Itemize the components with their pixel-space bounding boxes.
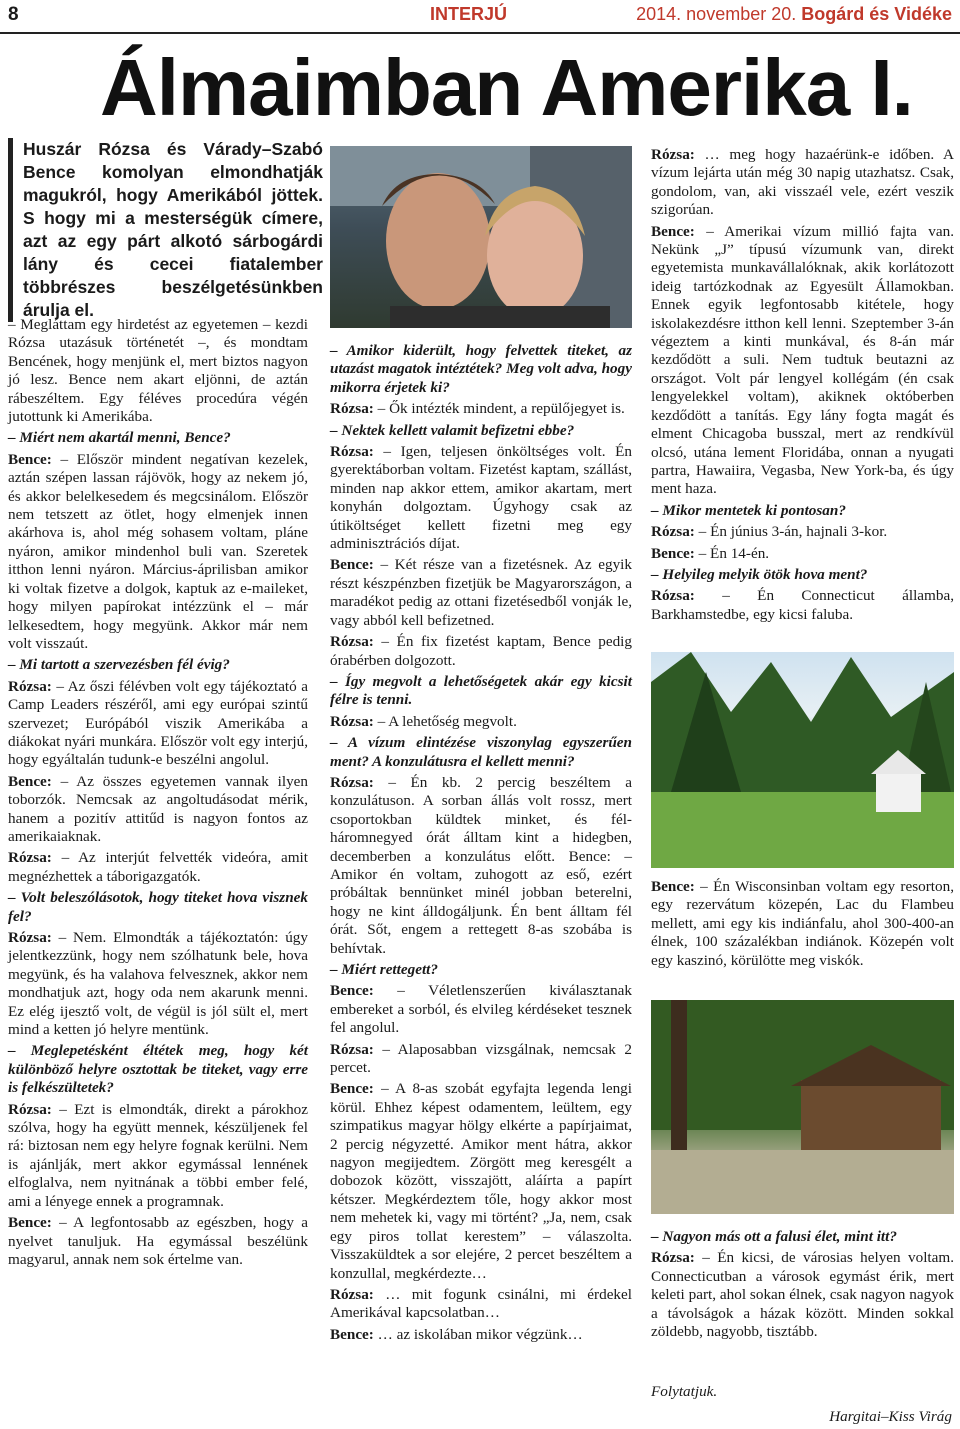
interview-answer — [330, 1080, 632, 1282]
speaker-name: Bence: — [330, 1325, 374, 1343]
interview-answer — [651, 146, 954, 220]
answer-text: – Én fix fizetést kaptam, Bence pedig órabérben dolgozott. — [330, 633, 632, 669]
article-title: Álmaimban Amerika I. — [100, 43, 913, 132]
interview-answer — [8, 451, 308, 653]
interview-answer — [651, 587, 954, 624]
interview-answer — [330, 633, 632, 670]
interview-answer — [651, 545, 954, 563]
speaker-name: Rózsa: — [651, 1249, 695, 1267]
speaker-name: Bence: — [651, 222, 695, 240]
speaker-name: Bence: — [8, 772, 52, 790]
couple-photo-art — [330, 146, 632, 328]
answer-text: … mit fogunk csinálni, mi érdekel Amerikával kapcsolatban… — [330, 1285, 632, 1322]
interview-answer — [651, 523, 954, 541]
interview-answer — [651, 223, 954, 499]
interview-answer — [330, 1326, 632, 1344]
speaker-name: Rózsa: — [330, 712, 374, 730]
paper-name: Bogárd és Vidéke — [801, 4, 952, 24]
speaker-name: Rózsa: — [330, 1040, 374, 1058]
continued-note: Folytatjuk. — [651, 1383, 718, 1400]
answer-text: – Megláttam egy hirdetést az egyetemen – kezdi Rózsa utazásuk történetét –, és mondtam Bencének, hogy menjünk el, mert biztos nagyon jó lesz. Bence nem akart eljönni, de aztán rábeszéltem. Egy féléves procedúra végén jutottunk ki Amerikába. — [8, 316, 308, 426]
column-3-top — [651, 146, 954, 627]
issue-date: 2014. november 20. — [636, 4, 797, 24]
speaker-name: Rózsa: — [330, 1285, 374, 1303]
column-3-bottom — [651, 1228, 954, 1344]
speaker-name: Rózsa: — [330, 400, 374, 418]
interview-answer — [8, 678, 308, 770]
answer-text: – A 8-as szobát egyfajta legenda lengi körül. Ehhez képest odamentem, leültem, egy szimpatikus magyar hölgy elkérte a papírjaimat, 2 percig négyzetté. Amikor ment hátra, akkor nagyon megijedtem. Zörgött meg keresgélt a dobozok között, visszajött, aláírta a papírt kétszer. Megkérdeztem tőle, hogy akkor most nem mehetek ki, vagy mi történt? „Ja, nem, csak egy piros tollat kerestem” – válaszolta. Visszaküldtek a sor elejére, 2 percet beszéltem a konzullal, megkérdezte… — [330, 1080, 632, 1282]
interview-question: – Volt beleszólásotok, hogy titeket hova visznek fel? — [8, 889, 308, 925]
answer-text: – Két része van a fizetésnek. Az egyik részt készpénzben fizetjük be Magyarországon, a maradékot pedig az ottani fizetésedből vonják le, vagy abból kell befizetned. — [330, 556, 632, 629]
answer-text: … meg hogy hazaérünk-e időben. A vízum lejárta után még 30 napig utazhatsz. Csak, gondolom, van, aki visszaél vele, ezért veszik szigorúan. — [651, 146, 954, 219]
speaker-name: Rózsa: — [8, 1100, 52, 1118]
interview-answer — [8, 773, 308, 847]
interview-answer — [8, 1214, 308, 1269]
column-1 — [8, 316, 308, 1272]
speaker-name: Rózsa: — [651, 523, 695, 541]
answer-text: – Igen, teljesen önköltséges volt. Én gyerektáborban voltam. Fizetést kaptam, szállást, minden nap akkor ettem, amikor akartam, mert konyhán dolgoztam. Úgyhogy csak az útiköltséget kellett fizetni meg egy adminisztrációs díjat. — [330, 443, 632, 553]
camp-pavilion-photo — [651, 1000, 954, 1214]
author-credit: Hargitai–Kiss Virág — [829, 1408, 952, 1425]
answer-text: – Én kb. 2 percig beszéltem a konzulátuson. A sorban állás volt rossz, mert csoportokban küldtek minket, és fél-háromnegyed órát álltam kint a hidegben, decemberben a konzulátus előtt. Bence: – Amikor én voltam, zuhogott az eső, ezért próbáltak bennünket minél jobban beterelni, hogy ne kint álldogáljunk. Én bent álltam fél órát. Sőt, engem a rettegett 8-as szobába is behívtak. — [330, 773, 632, 957]
answer-text: – A legfontosabb az egészben, hogy a nyelvet tanuljuk. Ha egymással beszélünk magyarul, annak nem sok értelme van. — [8, 1214, 308, 1268]
speaker-name: Bence: — [330, 1080, 374, 1098]
camp-pavilion-photo-art — [651, 1000, 954, 1214]
speaker-name: Rózsa: — [8, 929, 52, 946]
speaker-name: Rózsa: — [8, 677, 52, 695]
answer-text: – Én június 3-án, hajnali 3-kor. — [694, 523, 888, 541]
page-header — [0, 0, 960, 34]
section-label: INTERJÚ — [430, 4, 508, 24]
answer-text: – Amerikai vízum millió fajta van. Nekünk „J” típusú vízumunk van, direkt egyetemista munkavállalóknak, akik korlátozott ideig tartózkodnak az Egyesült Államokban. Ennek egyik legfontosabb kitétele, hogy iskolakezdésre itthon kell lenni. Szeptember 3-án végeztem a kinti munkával, és 8-án már kezdődött a suli. Nem tudtuk beutazni az országot. Volt pár lengyel kollégám (én csak lengyelekkel voltam), akiknek októberben kezdődött a tanítás. Egy lány fogta magát és elment Chicagoba busszal, mert az rendkívül olcsó, utána lement Floridába, onnan a nyugati partra, Hawaiira, Vegasba, New York-ba, és úgy ment haza. — [651, 222, 954, 498]
interview-question: – Nagyon más ott a falusi élet, mint itt? — [651, 1228, 897, 1245]
speaker-name: Bence: — [8, 450, 52, 468]
answer-text: – Én kicsi, de városias helyen voltam. Connecticutban a városok egymást érik, mert keleti part, ahol sokan élnek, csak nagyon nagyok a távolságok a házak között. Minden sokkal zöldebb, nagyobb, tisztább. — [651, 1249, 954, 1341]
interview-answer — [8, 849, 308, 886]
speaker-name: Rózsa: — [651, 587, 695, 605]
answer-text: – Ezt is elmondták, direkt a párokhoz szólva, hogy ha együtt mennek, készüljenek fel rá: biztosan nem egy helyre fognak kerülni. Nem is ajánlják, mert akkor egymással lennének elfoglalva, nem nyitnának a többi ember felé, ami a lényege ennek a programnak. — [8, 1100, 308, 1210]
interview-answer — [330, 443, 632, 553]
interview-answer — [330, 774, 632, 958]
speaker-name: Bence: — [651, 878, 695, 895]
interview-answer — [330, 713, 632, 731]
column-3-middle — [651, 878, 954, 973]
interview-answer — [330, 556, 632, 630]
answer-text: – Az összes egyetemen vannak ilyen toborzók. Nemcsak az angoltudásodat mérik, hanem a pozitív attitűd is nagyon fontos az amerikaiaknak. — [8, 772, 308, 845]
interview-answer — [330, 1286, 632, 1323]
interview-answer — [651, 1249, 954, 1341]
answer-text: – Az őszi félévben volt egy tájékoztató a Camp Leaders részéről, ami egy európai szintű szervezet; Európából viszik Amerikába a diákokat nyári munkára. Először volt egy interjú, hogy egyáltalán tudunk-e beszélni angolul. — [8, 677, 308, 769]
interview-question: – A vízum elintézése viszonylag egyszerűen ment? A konzulátusra el kellett menni? — [330, 734, 632, 770]
issue-date-line — [636, 4, 952, 25]
interview-question: – Mikor mentetek ki pontosan? — [651, 501, 846, 519]
speaker-name: Rózsa: — [651, 146, 695, 163]
answer-text: – Alaposabban vizsgálnak, nemcsak 2 percet. — [330, 1040, 632, 1077]
speaker-name: Bence: — [651, 544, 695, 562]
article-lead: Huszár Rózsa és Várady–Szabó Bence komolyan elmondhatják magukról, hogy Amerikából jöttek. S hogy mi a mesterségük címere, azt az egy párt alkotó sárbogárdi lány és cecei fiatalember többrészes beszélgetésünkben árulja el. — [8, 138, 323, 322]
couple-photo — [330, 146, 632, 328]
speaker-name: Rózsa: — [330, 773, 374, 791]
answer-text: – Én 14-én. — [694, 544, 770, 562]
interview-answer — [651, 878, 954, 970]
answer-text: – A lehetőség megvolt. — [373, 712, 517, 730]
answer-text: – Nem. Elmondták a tájékoztatón: úgy jelentkezzünk, hogy nem szólhatunk bele, hova megyünk, és ha valahova felvesznek, akkor nem mondhatjuk azt, hogy oda nem akarunk menni. Ez elég ijesztő volt, de végül is jól sült el, mert mind a ketten jó helyre mentünk. — [8, 929, 308, 1039]
gazebo-photo — [651, 652, 954, 868]
answer-text: … az iskolában mikor végzünk… — [373, 1325, 583, 1343]
gazebo-photo-art — [651, 652, 954, 868]
interview-question: – Miért rettegett? — [330, 961, 438, 978]
interview-answer — [8, 316, 308, 426]
interview-question: – Helyileg melyik ötök hova ment? — [651, 565, 868, 583]
speaker-name: Bence: — [330, 556, 374, 574]
answer-text: – Én Wisconsinban voltam egy resorton, egy rezervátum közepén, Lac du Flambeu mellett, ami egy kis indiánfalu, ahol 300-400-an élnek, 100 százalékban indiánok. Közepén volt egy kaszinó, körülötte meg viskók. — [651, 878, 954, 969]
answer-text: – Én Connecticut államba, Barkhamstedbe, egy kicsi faluba. — [651, 587, 954, 623]
interview-question: – Meglepetésként éltétek meg, hogy két különböző helyre osztottak be titeket, vagy erre is felkészültetek? — [8, 1042, 308, 1097]
interview-answer — [8, 1101, 308, 1211]
interview-question: – Így megvolt a lehetőségetek akár egy kicsit félre is tenni. — [330, 672, 632, 709]
speaker-name: Bence: — [8, 1214, 52, 1232]
interview-answer — [330, 1041, 632, 1078]
interview-answer — [330, 982, 632, 1037]
answer-text: – Az interjút felvették videóra, amit megnézhettek a táborigazgatók. — [8, 849, 308, 885]
answer-text: – Véletlenszerűen kiválasztanak embereket a sorból, és elvileg kérdéseket tesznek fel angolul. — [330, 982, 632, 1037]
interview-answer — [330, 400, 632, 418]
answer-text: – Először mindent negatívan kezelek, aztán szépen lassan rájövök, hogy az nekem jó, és akkor belelkesedem és megcsinálom. Először nem tetszett az ötlet, hogy elmenjek innen akárhova is, ahol még sohasem voltam, pláne nyáron, amikor mindenhol buli van. Szeretek itthon lenni nyáron. Március-áprilisban amikor ki voltak fizetve a dolgok, kaptuk az e-maileket, hogy milyen papírokat intézzünk el – már lelkesedtem, hogy megyünk. Akkor már nem volt visszaút. — [8, 450, 308, 652]
speaker-name: Rózsa: — [330, 443, 374, 461]
interview-question: – Mi tartott a szervezésben fél évig? — [8, 656, 230, 674]
answer-text: – Ők intézték mindent, a repülőjegyet is. — [373, 400, 625, 418]
page-number: 8 — [8, 4, 19, 25]
column-2 — [330, 342, 632, 1347]
speaker-name: Bence: — [330, 982, 374, 1000]
interview-question: – Miért nem akartál menni, Bence? — [8, 429, 231, 447]
speaker-name: Rózsa: — [330, 633, 374, 651]
speaker-name: Rózsa: — [8, 849, 52, 867]
interview-answer — [8, 929, 308, 1039]
interview-question: – Amikor kiderült, hogy felvettek titeket, az utazást magatok intéztétek? Meg volt adva, hogy mikorra érjetek ki? — [330, 342, 632, 396]
interview-question: – Nektek kellett valamit befizetni ebbe? — [330, 421, 575, 439]
